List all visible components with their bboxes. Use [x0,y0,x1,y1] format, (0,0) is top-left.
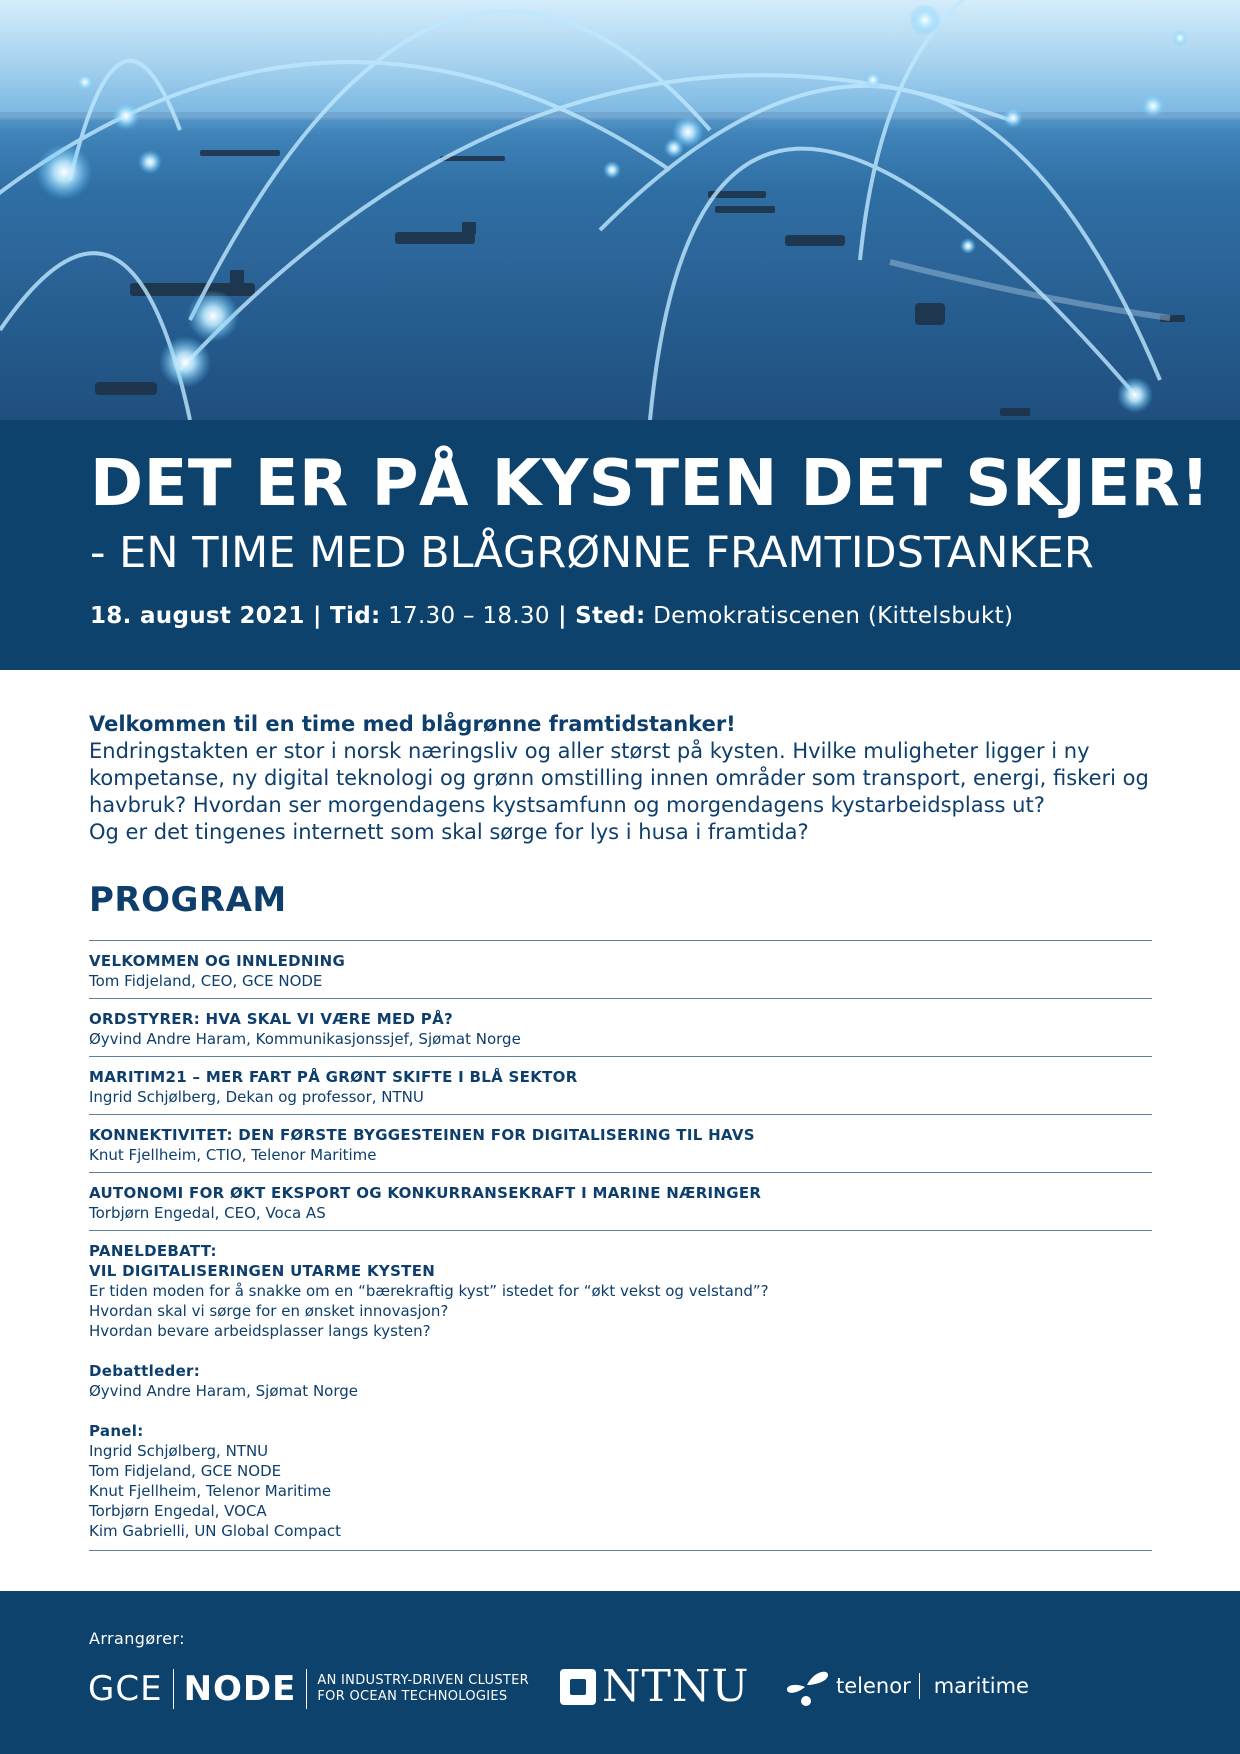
moderator-label: Debattleder: [89,1362,201,1380]
program-item [89,999,1152,1057]
ntnu-text: NTNU [602,1661,750,1712]
ntnu-mark-icon [560,1669,596,1705]
maritime-text: maritime [933,1674,1029,1698]
panel-debate-title: VIL DIGITALISERINGEN UTARME KYSTEN [89,1262,436,1280]
hero-image [0,0,1240,420]
program-item-speaker: Torbjørn Engedal, CEO, Voca AS [89,1204,326,1222]
node-text: NODE [183,1669,297,1709]
organizers-label: Arrangører: [89,1629,185,1648]
meta-separator: | [304,603,331,629]
program-item-speaker: Ingrid Schjølberg, Dekan og professor, NTNU [89,1088,424,1106]
place-value: Demokratiscenen (Kittelsbukt) [645,603,1014,629]
telenor-propeller-icon [784,1663,830,1709]
panel-member: Torbjørn Engedal, VOCA [89,1502,267,1520]
panel-members-label: Panel: [89,1422,144,1440]
program-list [89,940,1152,1551]
footer [0,1591,1240,1754]
intro-section [89,710,1159,846]
logo-divider [919,1673,920,1699]
intro-heading: Velkommen til en time med blågrønne framtidstanker! [89,712,736,736]
program-heading: PROGRAM [89,880,287,920]
event-meta [90,603,1013,629]
ntnu-logo [560,1661,749,1712]
logo-divider [173,1669,174,1709]
program-item [89,1115,1152,1173]
gce-tagline [317,1673,529,1705]
program-item [89,1057,1152,1115]
meta-separator: | [549,603,576,629]
gce-tagline-line1: AN INDUSTRY-DRIVEN CLUSTER [317,1673,529,1688]
program-item-speaker: Knut Fjellheim, CTIO, Telenor Maritime [89,1146,377,1164]
program-item-title: ORDSTYRER: HVA SKAL VI VÆRE MED PÅ? [89,1010,453,1028]
panel-member: Kim Gabrielli, UN Global Compact [89,1522,342,1540]
program-item-title: AUTONOMI FOR ØKT EKSPORT OG KONKURRANSEKRAFT I MARINE NÆRINGER [89,1184,762,1202]
hero-illustration [0,0,1240,420]
moderator-name: Øyvind Andre Haram, Sjømat Norge [89,1382,358,1400]
panel-debate [89,1231,1152,1551]
gce-node-logo [88,1665,529,1713]
program-item [89,1173,1152,1231]
panel-question: Er tiden moden for å snakke om en “bærekraftig kyst” istedet for “økt vekst og velstand”? [89,1282,769,1300]
program-item-title: KONNEKTIVITET: DEN FØRSTE BYGGESTEINEN FOR DIGITALISERING TIL HAVS [89,1126,755,1144]
gce-tagline-line2: FOR OCEAN TECHNOLOGIES [317,1689,508,1704]
time-label: Tid: [330,603,381,629]
panel-debate-label: PANELDEBATT: [89,1242,217,1260]
panel-member: Ingrid Schjølberg, NTNU [89,1442,269,1460]
program-item [89,941,1152,999]
place-label: Sted: [575,603,646,629]
program-item-speaker: Tom Fidjeland, CEO, GCE NODE [89,972,323,990]
gce-text: GCE [88,1669,163,1709]
program-item-title: VELKOMMEN OG INNLEDNING [89,952,346,970]
logo-divider [306,1669,307,1709]
telenor-maritime-logo [784,1663,1029,1709]
program-item-title: MARITIM21 – MER FART PÅ GRØNT SKIFTE I BLÅ SEKTOR [89,1068,578,1086]
time-value: 17.30 – 18.30 [380,603,550,629]
intro-body-last: Og er det tingenes internett som skal sørge for lys i husa i framtida? [89,820,809,844]
panel-member: Knut Fjellheim, Telenor Maritime [89,1482,332,1500]
event-title: DET ER PÅ KYSTEN DET SKJER! [90,447,1210,521]
event-date: 18. august 2021 [90,603,305,629]
program-item-speaker: Øyvind Andre Haram, Kommunikasjonssjef, Sjømat Norge [89,1030,521,1048]
panel-question: Hvordan bevare arbeidsplasser langs kysten? [89,1322,431,1340]
panel-question: Hvordan skal vi sørge for en ønsket innovasjon? [89,1302,449,1320]
panel-member: Tom Fidjeland, GCE NODE [89,1462,282,1480]
intro-body: Endringstakten er stor i norsk næringsliv og aller størst på kysten. Hvilke muligheter ligger i ny kompetanse, ny digital teknologi og grønn omstilling innen områder som transport, energi, fiskeri og havbruk? Hvordan ser morgendagens kystsamfunn og morgendagens kystarbeidsplass ut? [89,739,1149,817]
event-subtitle: - EN TIME MED BLÅGRØNNE FRAMTIDSTANKER [90,528,1094,578]
telenor-text: telenor [836,1674,911,1698]
